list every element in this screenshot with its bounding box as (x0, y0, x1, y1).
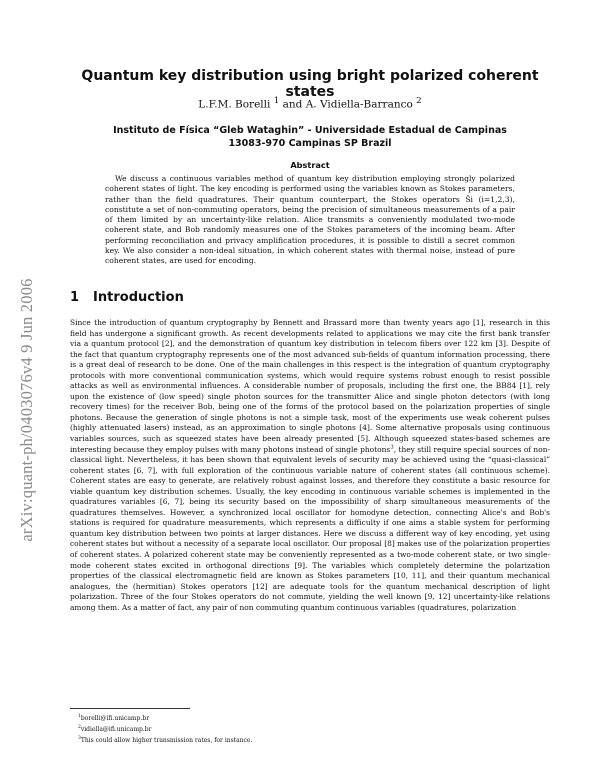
footnote-3 (78, 734, 252, 745)
footnote-1-text: borelli@ifi.unicamp.br (80, 715, 150, 722)
footnote-1 (78, 712, 252, 723)
author-connector: and (282, 98, 303, 111)
section-title: Introduction (93, 290, 184, 305)
abstract-heading: Abstract (290, 160, 330, 170)
affiliation-institute: Instituto de Física “Gleb Wataghin” - Universidade Estadual de Campinas (113, 125, 507, 136)
affiliation (70, 124, 550, 150)
footnote-2-marker: 2 (78, 725, 81, 730)
section-heading (70, 290, 184, 305)
footnote-rule (70, 708, 190, 709)
author-list (70, 96, 550, 111)
footnote-3-marker: 3 (78, 736, 81, 741)
paper-title: Quantum key distribution using bright polarized coherent states (81, 68, 539, 100)
footnote-2 (78, 723, 252, 734)
body-paragraph (70, 318, 550, 613)
affiliation-address: 13083-970 Campinas SP Brazil (228, 138, 392, 149)
arxiv-identifier-text: arXiv:quant-ph/0403076v4 9 Jun 2006 (17, 278, 36, 542)
body-text-part-2: , they still require special sources of non-classical light. Nevertheless, it has been shown that equivalent levels of security may be achieved using the “quasi-classical” coherent states [6, 7], with full exploration of the continuous variable nature of coherent states (all continuous scheme). Coherent states are easy to generate, are relatively robust against losses, and therefore they constitute a basic resource for viable quantum key distribution schemes. Usually, the key encoding in continuous variable schemes is implemented in the quadratures variables [6, 7], being its security based on the impossibility of sharp simultaneous measurements of the quadratures themselves. However, a synchronized local oscillator for homodyne detection, connecting Alice's and Bob's stations is required for quadrature measurements, which represents a difficulty if one aims a stable system for performing quantum key distribution between two points at larger distances. Here we discuss a different way of key encoding, yet using coherent states but without a necessity of a separate local oscillator. Our proposal [8] makes use of the polarization properties of coherent states. A polarized coherent state may be conveniently represented as a two-mode coherent state, or two single-mode coherent states excited in orthogonal directions [9]. The variables which completely determine the polarization properties of the classical electromagnetic field are known as Stokes parameters [10, 11], and their quantum mechanical analogues, the (hermitian) Stokes operators [12] are adequate tools for the quantum mechanical description of light polarization. Three of the four Stokes operators do not commute, yielding the well known [9, 12] uncertainty-like relations among them. As a matter of fact, any pair of non commuting quantum continuous variables (quadratures, polarization (70, 444, 551, 612)
footnote-2-text: vidiella@ifi.unicamp.br (80, 726, 152, 733)
author-2-footnote-mark: 2 (416, 96, 422, 106)
author-1: L.F.M. Borelli (198, 98, 271, 111)
footnote-1-marker: 1 (78, 714, 81, 719)
section-number: 1 (70, 290, 80, 305)
footnotes (78, 712, 252, 745)
author-2: A. Vidiella-Barranco (305, 98, 413, 111)
body-text-part-1: Since the introduction of quantum cryptography by Bennett and Brassard more than twenty years ago [1], research in this field has undergone a significant growth. As recent developments related to applications we may cite the first bank transfer via a quantum protocol [2], and the demonstration of quantum key distribution in telecom fibers over 122 km [3]. Despite of the fact that quantum cryptography represents one of the most advanced sub-fields of quantum information processing, there is a great deal of research to be done. One of the main challenges in this respect is the integration of quantum cryptography protocols with more conventional communication systems, which would require systems robust enough to resist possible attacks as well as environmental influences. A considerable number of proposals, including the first one, the BB84 [1], rely upon the existence of (low speed) single photon sources for the transmitter Alice and single photon detectors (with long recovery times) for the receiver Bob, being one of the forms of the protocol based on the polarization properties of single photons. Because the generation of single photons is not a simple task, most of the experiments use weak coherent pulses (highly attenuated lasers) instead, as an approximation to single photons [4]. Some alternative proposals using continuous variables sources, such as squeezed states have been already presented [5]. Although squeezed states-based schemes are interesting because they employ pulses with many photons instead of single photons (70, 318, 550, 454)
author-1-footnote-mark: 1 (273, 96, 280, 106)
footnote-3-mark: 3 (390, 444, 394, 451)
arxiv-identifier (14, 200, 40, 620)
abstract-text: We discuss a continuous variables method of quantum key distribution employing strongly polarized coherent states of light. The key encoding is performed using the variables known as Stokes parameters, rather than the field quadratures. Their quantum counterpart, the Stokes operators Ŝi (i=1,2,3), constitute a set of non-commuting operators, being the precision of simultaneous measurements of a pair of them limited by an uncertainty-like relation. Alice transmits a conveniently modulated two-mode coherent state, and Bob randomly measures one of the Stokes parameters of the incoming beam. After performing reconciliation and privacy amplification procedures, it is possible to distill a secret common key. We also consider a non-ideal situation, in which coherent states with thermal noise, instead of pure coherent states, are used for encoding. (105, 174, 515, 266)
footnote-3-text: This could allow higher transmission rates, for instance. (80, 737, 253, 744)
